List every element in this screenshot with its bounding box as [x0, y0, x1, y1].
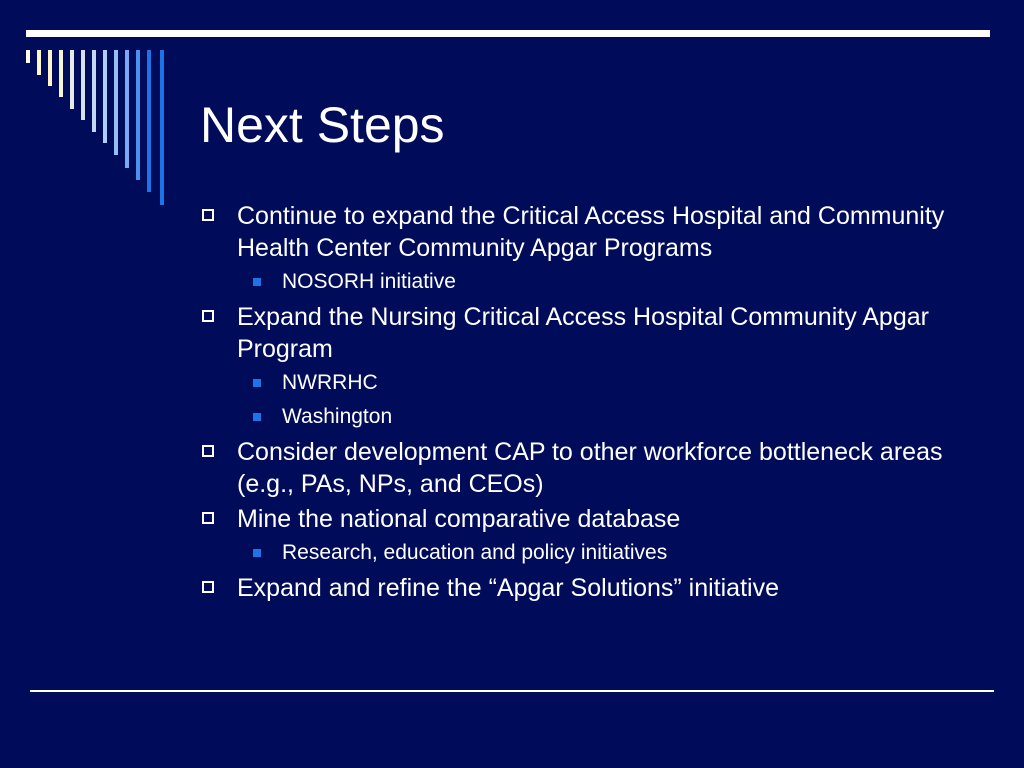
bullet-text: Consider development CAP to other workforce bottleneck areas (e.g., PAs, NPs, and CEOs) [237, 438, 943, 498]
sub-bullet-item [200, 368, 990, 398]
bullet-list [200, 200, 990, 607]
sub-bullet-item [200, 402, 990, 432]
stripe [37, 50, 41, 75]
sub-bullet-item [200, 267, 990, 297]
stripe [70, 50, 74, 109]
bottom-rule [30, 690, 994, 692]
sub-bullet-item [200, 538, 990, 568]
stripe [147, 50, 151, 192]
bullet-text: Mine the national comparative database [237, 505, 681, 533]
decorative-stripes [0, 0, 200, 220]
bullet-text: Expand the Nursing Critical Access Hospital Community Apgar Program [237, 303, 929, 363]
sub-bullet-text: NOSORH initiative [282, 270, 456, 293]
bullet-text: Continue to expand the Critical Access Hospital and Community Health Center Community Apgar Programs [237, 202, 945, 262]
filled-square-bullet-icon [253, 379, 261, 387]
stripe [92, 50, 96, 132]
bullet-text: Expand and refine the “Apgar Solutions” initiative [237, 574, 779, 602]
sub-bullet-text: NWRRHC [282, 371, 378, 394]
hollow-square-bullet-icon [202, 581, 214, 593]
stripe [81, 50, 85, 120]
filled-square-bullet-icon [253, 549, 261, 557]
stripe [48, 50, 52, 86]
bullet-item [200, 572, 990, 604]
filled-square-bullet-icon [253, 413, 261, 421]
sub-bullet-text: Washington [282, 405, 393, 428]
hollow-square-bullet-icon [202, 512, 214, 524]
bullet-item [200, 200, 990, 264]
stripe [136, 50, 140, 180]
slide-title: Next Steps [200, 97, 445, 153]
stripe [26, 50, 30, 63]
stripe [125, 50, 129, 168]
stripe [103, 50, 107, 143]
stripe [160, 50, 164, 205]
bullet-item [200, 503, 990, 535]
stripe [114, 50, 118, 155]
stripe [59, 50, 63, 97]
hollow-square-bullet-icon [202, 310, 214, 322]
filled-square-bullet-icon [253, 278, 261, 286]
bullet-item [200, 436, 990, 500]
hollow-square-bullet-icon [202, 445, 214, 457]
bullet-item [200, 301, 990, 365]
hollow-square-bullet-icon [202, 209, 214, 221]
sub-bullet-text: Research, education and policy initiatives [282, 541, 668, 564]
